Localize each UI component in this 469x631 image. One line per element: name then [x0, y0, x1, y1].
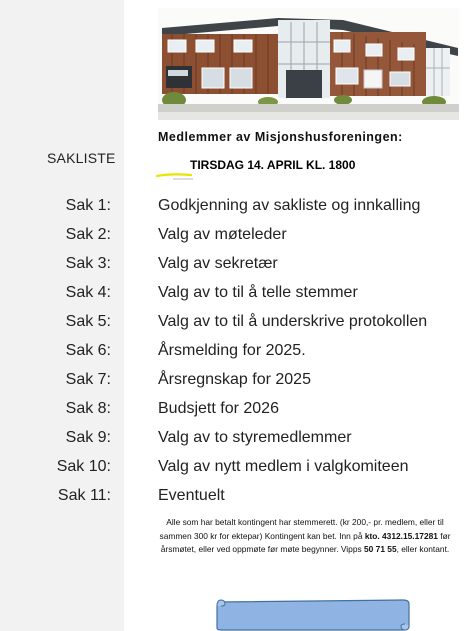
membership-notice — [155, 516, 455, 557]
sidebar-title: SAKLISTE — [47, 150, 116, 166]
agenda-item — [0, 308, 469, 337]
agenda-item-number: Sak 11: — [57, 487, 111, 504]
agenda-item-number: Sak 3: — [65, 255, 111, 272]
agenda-item-number: Sak 5: — [65, 313, 111, 330]
agenda-item-number: Sak 2: — [65, 226, 111, 243]
agenda-item-text: Årsmelding for 2025. — [158, 342, 306, 359]
account-number: kto. 4312.15.17281 — [364, 530, 438, 541]
agenda-item-number: Sak 10: — [56, 458, 111, 475]
agenda-item-number: Sak 4: — [65, 284, 111, 301]
highlight-mark — [155, 170, 195, 180]
agenda-item-number: Sak 9: — [65, 429, 111, 446]
agenda-item-text: Årsregnskap for 2025 — [158, 371, 311, 388]
agenda-item-number: Sak 8: — [65, 400, 111, 417]
heading: Medlemmer av Misjonshusforeningen: — [158, 130, 403, 144]
agenda-item-text: Valg av to til å telle stemmer — [158, 284, 358, 301]
agenda-item-text: Eventuelt — [158, 487, 225, 504]
agenda-item-text: Valg av møteleder — [158, 226, 287, 243]
meeting-date: TIRSDAG 14. APRIL KL. 1800 — [190, 158, 356, 172]
agenda-item — [0, 337, 469, 366]
agenda-item — [0, 395, 469, 424]
agenda-item — [0, 453, 469, 482]
scroll-banner-shape — [213, 598, 413, 631]
agenda-item — [0, 366, 469, 395]
vipps-number: 50 71 55 — [364, 544, 397, 554]
agenda-item — [0, 279, 469, 308]
building-photo — [158, 8, 459, 120]
agenda-item-text: Valg av sekretær — [158, 255, 278, 272]
agenda-item-number: Sak 6: — [65, 342, 111, 359]
agenda-item — [0, 424, 469, 453]
agenda-item — [0, 192, 469, 221]
notice-text-3: , eller kontant. — [396, 544, 450, 554]
agenda-item-text: Valg av nytt medlem i valgkomiteen — [158, 458, 409, 475]
agenda-item-text: Valg av to til å underskrive protokollen — [158, 313, 428, 330]
agenda-list — [0, 192, 469, 511]
agenda-item-text: Godkjenning av sakliste og innkalling — [158, 197, 421, 214]
notice-text-1: Alle som har betalt kontingent har stemmerett. (kr 200,- pr. medlem, eller til sammen 300 kr for ektepar) Kontingent kan bet. Inn på — [159, 517, 444, 541]
agenda-item — [0, 221, 469, 250]
agenda-item-text: Budsjett for 2026 — [158, 400, 279, 417]
agenda-item — [0, 482, 469, 511]
agenda-item-number: Sak 7: — [65, 371, 111, 388]
agenda-item-number: Sak 1: — [65, 197, 111, 214]
notice-text-2: før årsmøtet, eller ved oppmøte før møte begynner. Vipps — [160, 530, 451, 554]
agenda-item — [0, 250, 469, 279]
agenda-item-text: Valg av to styremedlemmer — [158, 429, 352, 446]
